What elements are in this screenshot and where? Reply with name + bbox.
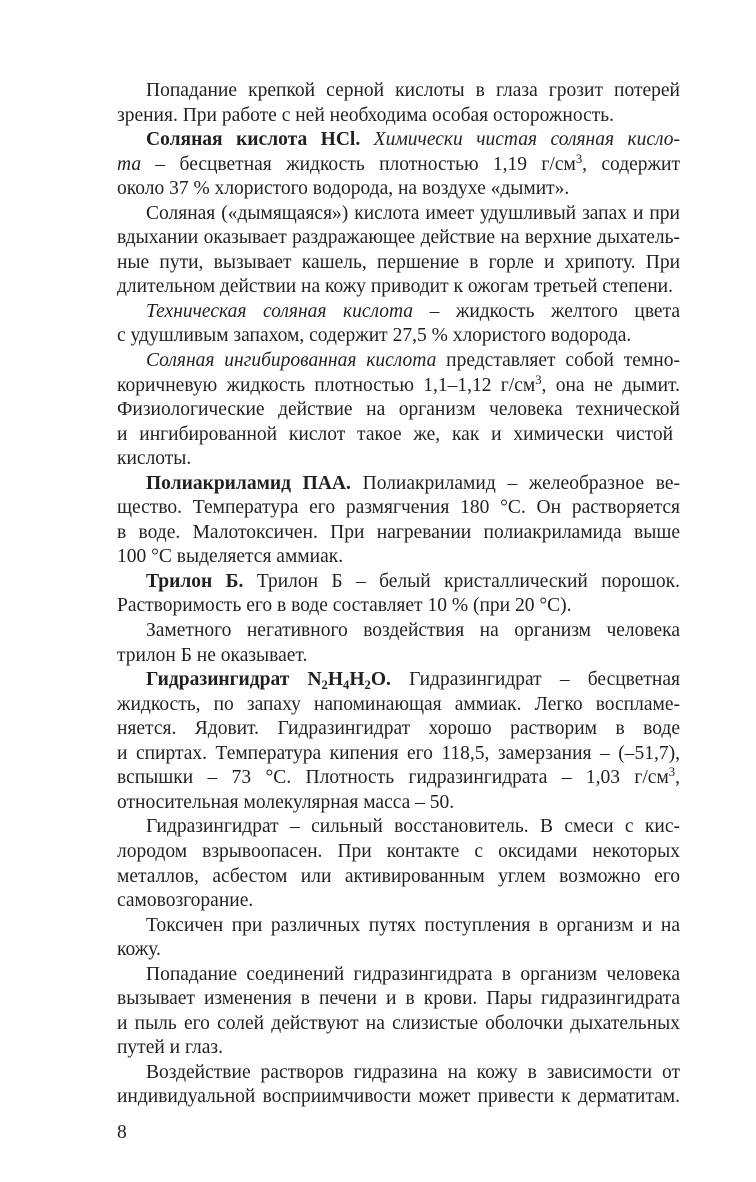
text-segment: Трилон Б – белый кристаллический порошок. xyxy=(243,570,680,592)
text-segment: трилон Б не оказывает. xyxy=(117,644,308,666)
text-segment: самовозгорание. xyxy=(117,890,254,912)
text-segment: коричневую жидкость плотностью 1,1–1,12 г/см xyxy=(117,374,536,396)
text-segment: около 37 % хлористого водорода, на воздухе «дымит». xyxy=(117,178,570,200)
text-segment: Воздействие растворов гидразина на кожу в зависимости от xyxy=(146,1061,680,1083)
text-segment: Заметного негативного воздействия на организм человека xyxy=(146,620,680,642)
formula-index-segment: 4 xyxy=(343,677,350,692)
formula-index-segment: 3 xyxy=(535,372,542,387)
formula-index-segment: 3 xyxy=(668,765,676,780)
text-line xyxy=(117,79,680,104)
text-line xyxy=(117,177,680,202)
text-line xyxy=(117,987,680,1012)
text-segment: лородом взрывоопасен. При контакте с оксидами некоторых xyxy=(117,840,680,862)
italic-term-segment: Соляная ингибированная кислота xyxy=(146,350,437,372)
text-line xyxy=(117,251,680,276)
italic-term-segment: Химически чистая соляная кисло- xyxy=(373,129,680,151)
text-line xyxy=(117,742,680,767)
text-segment: Растворимость его в воде составляет 10 % (при 20 °С). xyxy=(117,595,572,617)
text-line xyxy=(117,963,680,988)
bold-heading-segment: Соляная кислота HCl. xyxy=(146,129,361,151)
text-segment: вспышки – 73 °С. Плотность гидразингидрата – 1,03 г/см xyxy=(117,767,669,789)
text-segment: с удушливым запахом, содержит 27,5 % хлористого водорода. xyxy=(117,325,632,347)
text-line xyxy=(117,275,680,300)
text-line xyxy=(117,521,680,546)
text-segment: вызывает изменения в печени и в крови. Пары гидразингидрата xyxy=(117,988,680,1010)
text-line xyxy=(117,791,680,816)
text-line xyxy=(117,693,680,718)
text-segment: Гидразингидрат – бесцветная xyxy=(390,669,680,691)
text-line xyxy=(117,423,680,448)
text-segment: путей и глаз. xyxy=(117,1037,223,1059)
text-line xyxy=(117,840,680,865)
formula-index-segment: 2 xyxy=(321,677,328,692)
text-line xyxy=(117,374,680,399)
text-line xyxy=(117,398,680,423)
text-segment: кислоты. xyxy=(117,448,192,470)
text-segment: , xyxy=(675,767,680,789)
text-segment: и пыль его солей действуют на слизистые оболочки дыхательных xyxy=(117,1012,680,1034)
text-line xyxy=(117,914,680,939)
text-segment: и ингибированной кислот такое же, как и химически чистой xyxy=(117,423,674,445)
bold-heading-segment: H xyxy=(349,669,365,691)
text-line xyxy=(117,300,680,325)
text-segment: в воде. Малотоксичен. При нагревании полиакриламида выше xyxy=(117,521,680,543)
text-line xyxy=(117,545,680,570)
text-segment: кожу. xyxy=(117,939,161,961)
text-line xyxy=(117,570,680,595)
text-line xyxy=(117,815,680,840)
formula-index-segment: 2 xyxy=(364,677,371,692)
text-segment: 100 °С выделяется аммиак. xyxy=(117,546,344,568)
text-line xyxy=(117,594,680,619)
page-number: 8 xyxy=(117,1122,127,1143)
text-segment: Полиакриламид – желеобразное ве- xyxy=(350,472,681,494)
text-line xyxy=(117,938,680,963)
text-segment: и спиртах. Температура кипения его 118,5, замерзания – (–51,7), xyxy=(117,742,680,764)
page-body-text xyxy=(117,79,680,1110)
text-line xyxy=(117,447,680,472)
text-segment xyxy=(360,129,373,150)
text-line xyxy=(117,104,680,129)
text-line xyxy=(117,1085,680,1110)
text-segment: индивидуальной восприимчивости может привести к дерматитам. xyxy=(117,1086,680,1108)
bold-heading-segment: Гидразингидрат N xyxy=(146,669,322,691)
text-segment: Попадание крепкой серной кислоты в глаза грозит потерей xyxy=(146,80,680,101)
text-line xyxy=(117,128,680,153)
text-line xyxy=(117,865,680,890)
text-line xyxy=(117,472,680,497)
bold-heading-segment: Трилон Б. xyxy=(146,570,244,592)
formula-index-segment: 3 xyxy=(575,151,583,166)
text-segment: относительная молекулярная масса – 50. xyxy=(117,791,455,813)
text-line xyxy=(117,1061,680,1086)
text-segment: ные пути, вызывает кашель, першение в горле и хрипоту. При xyxy=(117,251,680,273)
text-line xyxy=(117,1012,680,1037)
text-line xyxy=(117,644,680,669)
bold-heading-segment: O. xyxy=(370,669,391,691)
italic-term-segment: Техническая соляная кислота xyxy=(146,300,414,322)
text-segment: – бесцветная жидкость плотностью 1,19 г/см xyxy=(141,153,576,175)
text-segment: няется. Ядовит. Гидразингидрат хорошо растворим в воде xyxy=(117,718,680,740)
text-segment: , она не дымит. xyxy=(541,374,680,396)
text-line xyxy=(117,717,680,742)
text-segment: Физиологические действие на организм человека технической xyxy=(117,399,680,421)
text-segment: Гидразингидрат – сильный восстановитель. В смеси с кис- xyxy=(146,816,680,838)
bold-heading-segment: Полиакриламид ПАА. xyxy=(146,472,351,494)
text-line xyxy=(117,1036,680,1061)
text-segment: щество. Температура его размягчения 180 °С. Он растворяется xyxy=(117,497,680,519)
text-segment: , содержит xyxy=(582,153,680,175)
text-line xyxy=(117,496,680,521)
text-segment: длительном действии на кожу приводит к ожогам третьей степени. xyxy=(117,276,673,298)
text-line xyxy=(117,226,680,251)
text-segment: Соляная («дымящаяся») кислота имеет удушливый запах и при xyxy=(146,202,680,224)
text-segment: вдыхании оказывает раздражающее действие на верхние дыхатель- xyxy=(117,227,680,249)
text-segment: Попадание соединений гидразингидрата в организм человека xyxy=(146,963,680,985)
text-line xyxy=(117,619,680,644)
text-segment: представляет собой темно- xyxy=(436,350,680,372)
italic-term-segment: та xyxy=(117,153,142,175)
text-line xyxy=(117,153,680,178)
text-line xyxy=(117,889,680,914)
text-line xyxy=(117,202,680,227)
text-segment: жидкость, по запаху напоминающая аммиак. Легко воспламе- xyxy=(117,693,680,715)
text-line xyxy=(117,668,680,693)
text-line xyxy=(117,349,680,374)
text-segment: зрения. При работе с ней необходима особая осторожность. xyxy=(117,104,615,126)
text-line xyxy=(117,324,680,349)
text-segment: металлов, асбестом или активированным углем возможно его xyxy=(117,865,680,887)
bold-heading-segment: H xyxy=(327,669,344,691)
text-line xyxy=(117,766,680,791)
text-segment: – жидкость желтого цвета xyxy=(413,300,680,322)
text-segment: Токсичен при различных путях поступления в организм и на xyxy=(146,914,680,936)
